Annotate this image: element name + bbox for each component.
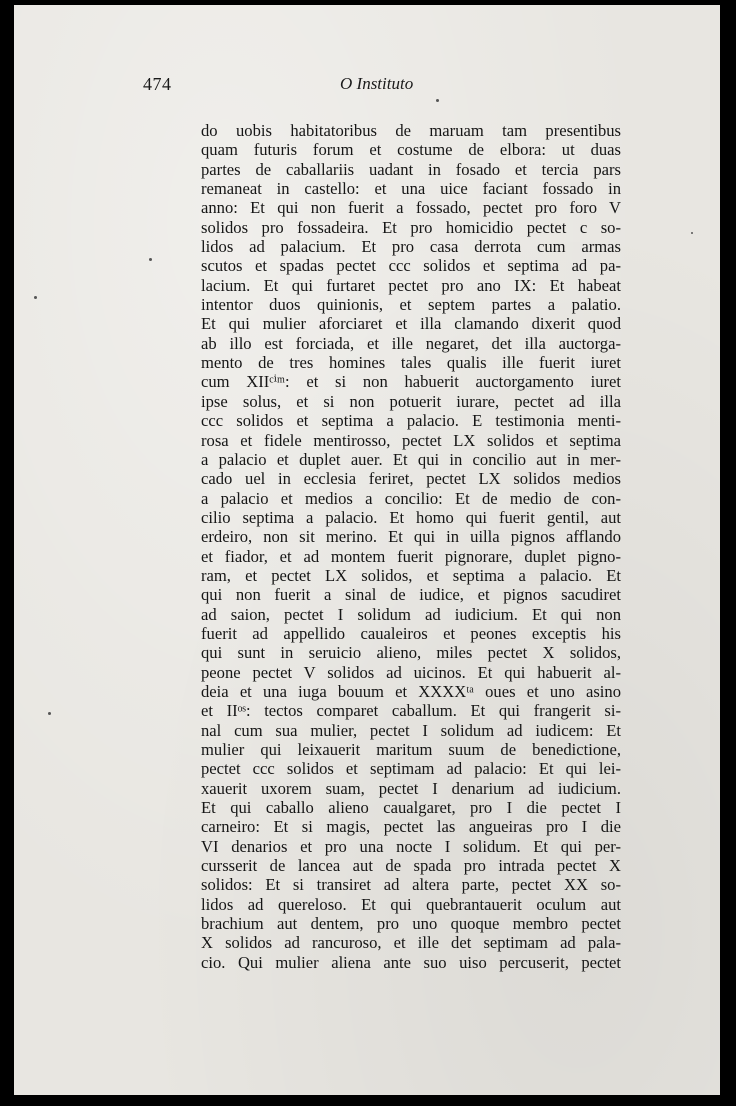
text-line: ab illo est forciada, et ille negaret, det illa auctorga- <box>201 333 621 353</box>
text-line: Et qui mulier aforciaret et illa clamando dixerit quod <box>201 314 621 334</box>
text-line: deia et una iuga bouum et XXXXᵗᵃ oues et uno asino <box>201 681 621 701</box>
text-line: ad saion, pectet I solidum ad iudicium. Et qui non <box>201 604 621 624</box>
text-line: brachium aut dentem, pro uno quoque membro pectet <box>201 914 621 934</box>
text-line: et IIᵒˢ: tectos comparet caballum. Et qui frangerit si- <box>201 701 621 721</box>
text-line: carneiro: Et si magis, pectet las angueiras pro I die <box>201 817 621 837</box>
text-line: remaneat in castello: et una uice faciant fossado in <box>201 179 621 199</box>
text-line: VI denarios et pro una nocte I solidum. Et qui per- <box>201 836 621 856</box>
text-line: peone pectet V solidos ad uicinos. Et qui habuerit al- <box>201 662 621 682</box>
ink-speck <box>34 296 37 299</box>
text-line: fuerit ad appellido caualeiros et peones exceptis his <box>201 623 621 643</box>
text-line: a palacio et duplet auer. Et qui in concilio aut in mer- <box>201 449 621 469</box>
page-header <box>14 5 720 45</box>
text-line: intentor duos quinionis, et septem partes a palatio. <box>201 295 621 315</box>
text-line: Et qui caballo alieno caualgaret, pro I die pectet I <box>201 798 621 818</box>
running-title: O Instituto <box>340 74 414 93</box>
text-line: X solidos ad rancuroso, et ille det septimam ad pala- <box>201 933 621 953</box>
text-line: ipse solus, et si non potuerit iurare, pectet ad illa <box>201 391 621 411</box>
text-line: anno: Et qui non fuerit a fossado, pectet pro foro V <box>201 198 621 218</box>
text-line: do uobis habitatoribus de maruam tam presentibus <box>201 121 621 140</box>
text-line: a palacio et medios a concilio: Et de medio de con- <box>201 488 621 508</box>
text-line: cursserit de lancea aut de spada pro intrada pectet X <box>201 856 621 876</box>
text-line: lacium. Et qui furtaret pectet pro ano IX: Et habeat <box>201 275 621 295</box>
text-line: ccc solidos et septima a palacio. E testimonia menti- <box>201 411 621 431</box>
text-line: solidos pro fossadeira. Et pro homicidio pectet c so- <box>201 217 621 237</box>
text-line: pectet ccc solidos et septimam ad palacio: Et qui lei- <box>201 759 621 779</box>
text-line: cado uel in ecclesia feriret, pectet LX solidos medios <box>201 469 621 489</box>
text-line: scutos et spadas pectet ccc solidos et septima ad pa- <box>201 256 621 276</box>
text-line: cum XIIᶜⁱᵐ: et si non habuerit auctorgamento iuret <box>201 372 621 392</box>
text-line: ram, et pectet LX solidos, et septima a palacio. Et <box>201 565 621 585</box>
text-line: rosa et fidele mentirosso, pectet LX solidos et septima <box>201 430 621 450</box>
text-line: qui sunt in seruicio alieno, miles pectet X solidos, <box>201 643 621 663</box>
page-number: 474 <box>143 74 172 94</box>
ink-speck <box>436 99 439 102</box>
text-line: cilio septima a palacio. Et homo qui fuerit gentil, aut <box>201 507 621 527</box>
text-line: solidos: Et si transiret ad altera parte, pectet XX so- <box>201 875 621 895</box>
body-text <box>201 121 621 972</box>
text-line: qui non fuerit a sinal de iudice, et pignos sacudiret <box>201 585 621 605</box>
text-line: mento de tres homines tales qualis ille fuerit iuret <box>201 353 621 373</box>
text-line: partes de caballariis uadant in fosado et tercia pars <box>201 159 621 179</box>
text-line: et fiador, et ad montem fuerit pignorare, duplet pigno- <box>201 546 621 566</box>
text-line: lidos ad quereloso. Et qui quebrantauerit oculum aut <box>201 894 621 914</box>
text-line: mulier qui leixauerit maritum suum de benedictione, <box>201 740 621 759</box>
text-line: xauerit uxorem suam, pectet I denarium ad iudicium. <box>201 778 621 798</box>
text-line: cio. Qui mulier aliena ante suo uiso percuserit, pectet <box>201 952 621 972</box>
ink-speck <box>48 712 51 715</box>
text-line: nal cum sua mulier, pectet I solidum ad iudicem: Et <box>201 720 621 740</box>
text-line: erdeiro, non sit merino. Et qui in uilla pignos afflando <box>201 527 621 547</box>
text-line: lidos ad palacium. Et pro casa derrota cum armas <box>201 237 621 257</box>
ink-speck <box>149 258 152 261</box>
text-line: quam futuris forum et costume de elbora: ut duas <box>201 140 621 160</box>
ink-speck <box>691 232 693 234</box>
